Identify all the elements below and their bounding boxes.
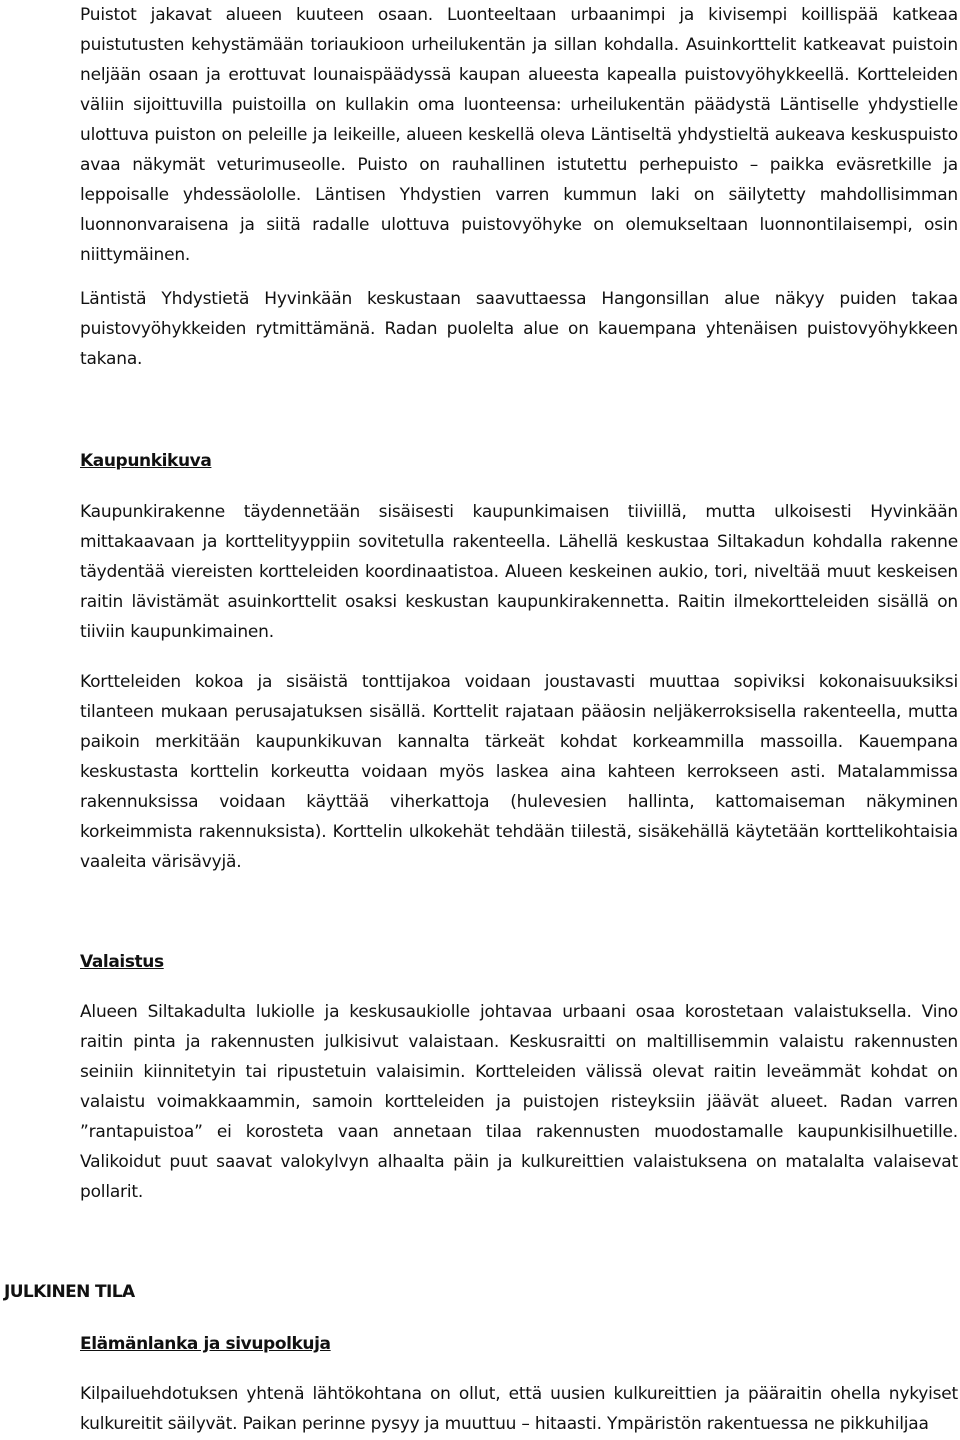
paragraph-parks-division: Puistot jakavat alueen kuuteen osaan. Luonteeltaan urbaanimpi ja kivisempi koillispää katkeaa puistutusten kehystämään toriaukioon urheilukentän ja sillan kohdalla. Asuinkorttelit katkeavat puistoin neljään osaan ja erottuvat lounaispäädyssä kaupan alueesta kapealla puistovyöhykkeellä. Kortteleiden väliin sijoittuvilla puistoilla on kullakin oma luonteensa: urheilukentän päädystä Läntiselle yhdystielle ulottuva puiston on peleille ja leikeille, alueen keskellä oleva Läntiseltä yhdystieltä aukeava keskuspuisto avaa näkymät veturimuseolle. Puisto on rauhallinen istutettu perhepuisto – paikka eväsretkille ja leppoisalle yhdessäololle. Läntisen Yhdystien varren kummun laki on säilytetty mahdollisimman luonnonvaraisena ja siitä radalle ulottuva puistovyöhyke on olemukseltaan luonnontilaisempi, osin niittymäinen. [80, 5, 958, 265]
paragraph-city-structure: Kaupunkirakenne täydennetään sisäisesti kaupunkimaisen tiiviillä, mutta ulkoisesti Hyvinkään mittakaavaan ja korttelityyppiin sovitetulla rakenteella. Lähellä keskustaa Siltakadun kohdalla rakenne täydentää viereisten kortteleiden koordinaatistoa. Alueen keskeinen aukio, tori, niveltää muut keskeisen raitin lävistämät asuinkorttelit osaksi keskustan kaupunkirakennetta. Raitin ilmekortteleiden sisällä on tiiviin kaupunkimainen. [80, 502, 958, 642]
section-title-julkinen-tila: JULKINEN TILA [4, 1282, 135, 1302]
heading-kaupunkikuva: Kaupunkikuva [80, 451, 212, 471]
paragraph-routes: Kilpailuehdotuksen yhtenä lähtökohtana on ollut, että uusien kulkureittien ja pääraitin ohella nykyiset kulkureitit säilyvät. Paikan perinne pysyy ja muuttuu – hitaasti. Ympäristön rakentuessa ne pikkuhiljaa [80, 1384, 958, 1434]
heading-valaistus: Valaistus [80, 952, 164, 972]
paragraph-approach-view: Läntistä Yhdystietä Hyvinkään keskustaan saavuttaessa Hangonsillan alue näkyy puiden takaa puistovyöhykkeiden rytmittämänä. Radan puolelta alue on kauempana yhtenäisen puistovyöhykkeen takana. [80, 289, 958, 369]
paragraph-block-size: Kortteleiden kokoa ja sisäistä tonttijakoa voidaan joustavasti muuttaa sopiviksi kokonaisuuksiksi tilanteen mukaan perusajatuksen sisällä. Korttelit rajataan pääosin neljäkerroksisella rakenteella, mutta paikoin merkitään kaupunkikuvan kannalta tärkeät kohdat korkeammilla massoilla. Kauempana keskustasta korttelin korkeutta voidaan myös laskea aina kahteen kerrokseen asti. Matalammissa rakennuksissa voidaan käyttää viherkattoja (hulevesien hallinta, kattomaiseman näkyminen korkeimmista rakennuksista). Korttelin ulkokehät tehdään tiilestä, sisäkehällä käytetään korttelikohtaisia vaaleita värisävyjä. [80, 672, 958, 872]
heading-elamanlanka: Elämänlanka ja sivupolkuja [80, 1334, 331, 1354]
paragraph-lighting: Alueen Siltakadulta lukiolle ja keskusaukiolle johtavaa urbaani osaa korostetaan valaistuksella. Vino raitin pinta ja rakennusten julkisivut valaistaan. Keskusraitti on maltillisemmin valaistu rakennusten seiniin kiinnitetyin tai ripustetuin valaisimin. Kortteleiden välissä olevat raitin leveämmät kohdat on valaistu voimakkaammin, samoin kortteleiden ja puistojen risteyksiin jäävät alueet. Radan varren ”rantapuistoa” ei korosteta vaan annetaan tilaa rakennusten muodostamalle kaupunkisilhuetille. Valikoidut puut saavat valokylvyn alhaalta päin ja kulkureittien valaistuksena on matalalta valaisevat pollarit. [80, 1002, 958, 1202]
